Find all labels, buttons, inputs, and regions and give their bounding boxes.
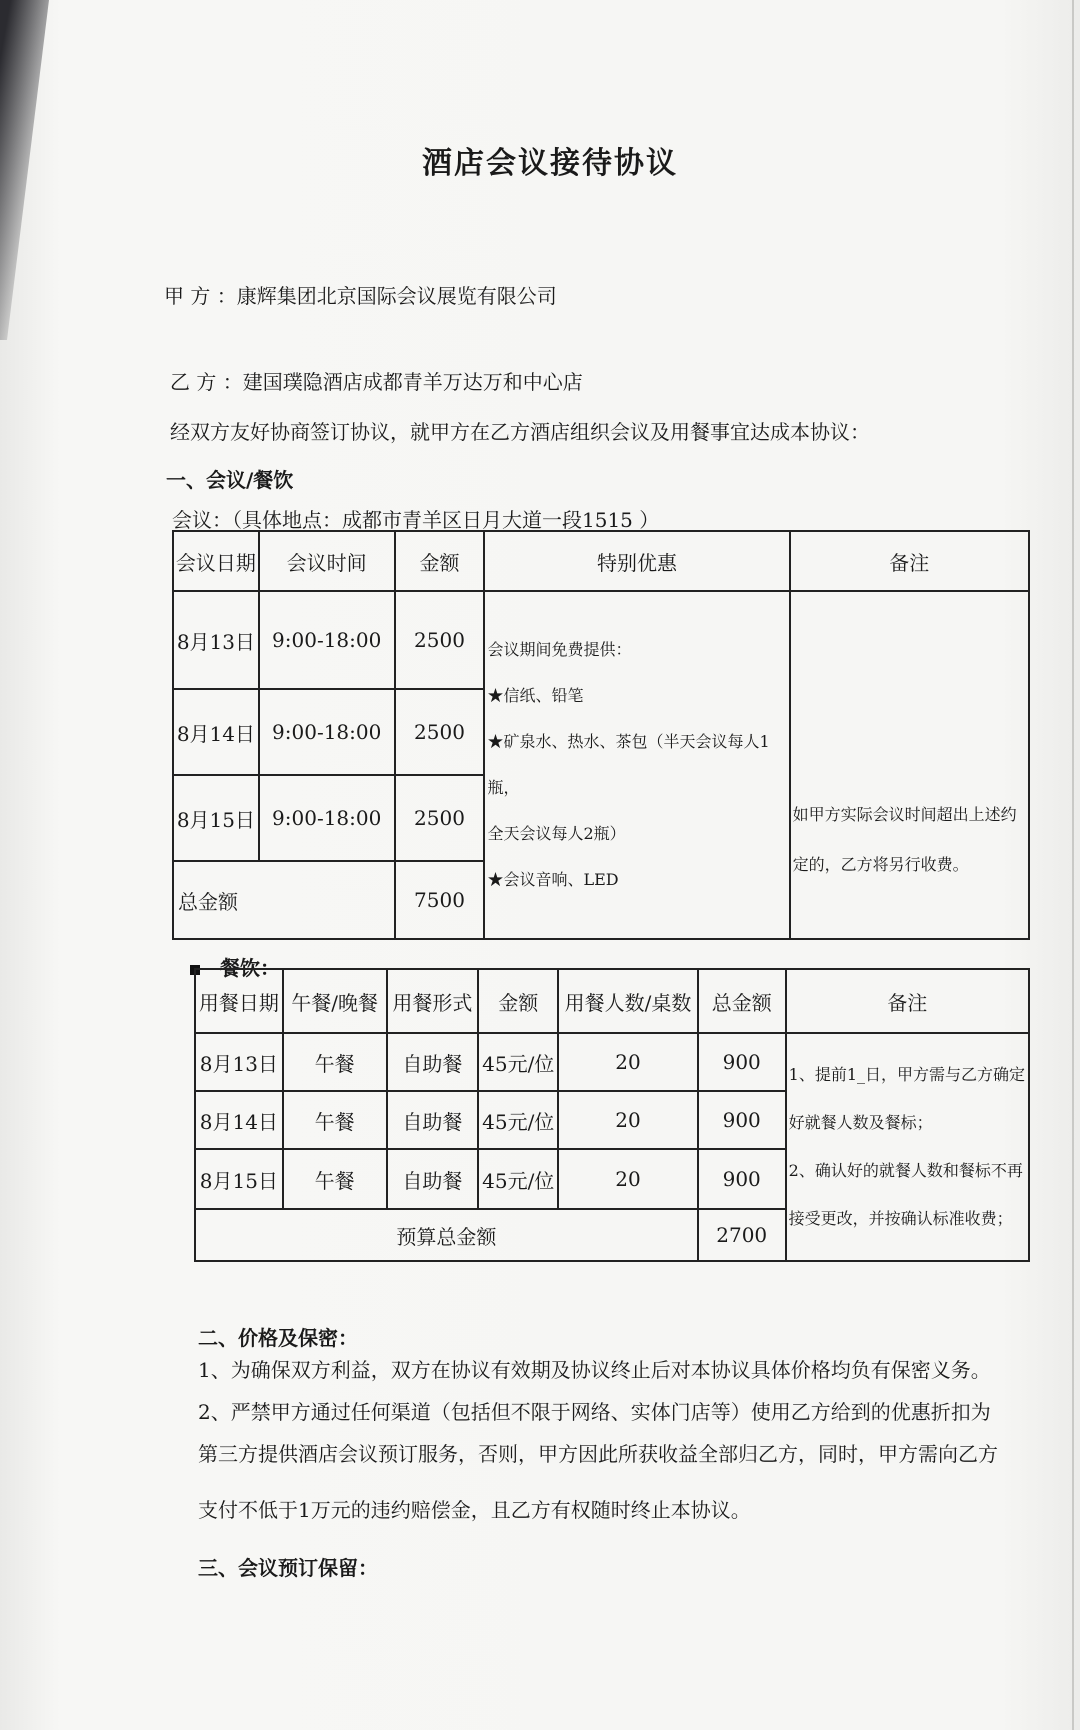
dining-row-meal: 午餐 bbox=[283, 1149, 387, 1209]
dining-row-meal: 午餐 bbox=[283, 1091, 387, 1149]
offer-line: ★矿泉水、热水、茶包（半天会议每人1瓶， bbox=[487, 732, 770, 797]
dining-row-price: 45元/位 bbox=[478, 1091, 558, 1149]
header-notes: 备注 bbox=[790, 531, 1029, 591]
section-2-paragraph: 第三方提供酒店会议预订服务，否则，甲方因此所获收益全部归乙方，同时，甲方需向乙方 bbox=[198, 1442, 998, 1466]
document-title: 酒店会议接待协议 bbox=[422, 146, 678, 181]
dining-heading-text: 餐饮： bbox=[220, 956, 280, 980]
offer-line: 全天会议每人2瓶） bbox=[487, 824, 626, 843]
section-2-paragraph: 1、为确保双方利益，双方在协议有效期及协议终止后对本协议具体价格均负有保密义务。 bbox=[198, 1358, 991, 1382]
dining-row-meal: 午餐 bbox=[283, 1033, 387, 1091]
dining-row-count: 20 bbox=[558, 1091, 698, 1149]
meeting-row-date: 8月15日 bbox=[173, 775, 259, 861]
section-1-heading: 一、会议/餐饮 bbox=[166, 468, 294, 492]
header-headcount: 用餐人数/桌数 bbox=[558, 969, 698, 1033]
offer-line: 会议期间免费提供： bbox=[487, 640, 632, 659]
header-amount: 金额 bbox=[395, 531, 485, 591]
meeting-row-amount: 2500 bbox=[395, 775, 485, 861]
dining-row-date: 8月13日 bbox=[195, 1033, 283, 1091]
meeting-location: 会议：（具体地点：成都市青羊区日月大道一段1515 ） bbox=[172, 508, 660, 532]
dining-row-count: 20 bbox=[558, 1149, 698, 1209]
dining-row-total: 900 bbox=[698, 1033, 786, 1091]
header-dining-form: 用餐形式 bbox=[387, 969, 479, 1033]
dining-row-date: 8月15日 bbox=[195, 1149, 283, 1209]
dining-row-total: 900 bbox=[698, 1091, 786, 1149]
note-line: 定的，乙方将另行收费。 bbox=[792, 855, 969, 874]
dining-row-form: 自助餐 bbox=[387, 1091, 479, 1149]
party-b: 乙 方 ：建国璞隐酒店成都青羊万达万和中心店 bbox=[170, 370, 583, 394]
meeting-row-amount: 2500 bbox=[395, 689, 485, 775]
section-2-paragraph: 支付不低于1万元的违约赔偿金，且乙方有权随时终止本协议。 bbox=[198, 1498, 751, 1522]
meeting-note-cell bbox=[790, 591, 1029, 939]
dining-table bbox=[194, 968, 1030, 1262]
header-meeting-time: 会议时间 bbox=[259, 531, 395, 591]
header-special-offer: 特别优惠 bbox=[484, 531, 789, 591]
dining-row-count: 20 bbox=[558, 1033, 698, 1091]
budget-total-label: 预算总金额 bbox=[195, 1209, 698, 1261]
note-line: 2、确认好的就餐人数和餐标不再 bbox=[788, 1161, 1023, 1180]
meeting-row-time: 9:00-18:00 bbox=[259, 689, 395, 775]
note-line: 1、提前1_日，甲方需与乙方确定 bbox=[788, 1065, 1026, 1084]
section-2-paragraph: 2、严禁甲方通过任何渠道（包括但不限于网络、实体门店等）使用乙方给到的优惠折扣为 bbox=[198, 1400, 991, 1424]
meeting-row-date: 8月14日 bbox=[173, 689, 259, 775]
header-dining-date: 用餐日期 bbox=[195, 969, 283, 1033]
dining-row-date: 8月14日 bbox=[195, 1091, 283, 1149]
header-meeting-date: 会议日期 bbox=[173, 531, 259, 591]
section-3-heading: 三、会议预订保留： bbox=[198, 1556, 378, 1580]
header-meal-type: 午餐/晚餐 bbox=[283, 969, 387, 1033]
header-total: 总金额 bbox=[698, 969, 786, 1033]
offer-line: ★信纸、铅笔 bbox=[487, 686, 584, 705]
dining-row-price: 45元/位 bbox=[478, 1033, 558, 1091]
section-2-heading: 二、价格及保密： bbox=[198, 1326, 358, 1350]
meeting-row-amount: 2500 bbox=[395, 591, 485, 689]
meeting-total-value: 7500 bbox=[395, 861, 485, 939]
note-line: 好就餐人数及餐标； bbox=[788, 1113, 933, 1132]
header-price: 金额 bbox=[478, 969, 558, 1033]
dining-row-total: 900 bbox=[698, 1149, 786, 1209]
meeting-row-time: 9:00-18:00 bbox=[259, 775, 395, 861]
party-a: 甲 方 ：康辉集团北京国际会议展览有限公司 bbox=[164, 284, 557, 308]
dining-note-cell bbox=[786, 1033, 1029, 1261]
meeting-total-label: 总金额 bbox=[173, 861, 395, 939]
header-dining-notes: 备注 bbox=[786, 969, 1029, 1033]
note-line: 如甲方实际会议时间超出上述约 bbox=[792, 805, 1017, 824]
meeting-row-date: 8月13日 bbox=[173, 591, 259, 689]
meeting-table bbox=[172, 530, 1030, 940]
meeting-row-time: 9:00-18:00 bbox=[259, 591, 395, 689]
note-line: 接受更改，并按确认标准收费； bbox=[788, 1209, 1013, 1228]
dining-row-form: 自助餐 bbox=[387, 1033, 479, 1091]
intro-text: 经双方友好协商签订协议，就甲方在乙方酒店组织会议及用餐事宜达成本协议： bbox=[170, 420, 870, 444]
page-edge bbox=[1072, 0, 1074, 1730]
special-offer-cell bbox=[484, 591, 789, 939]
dining-row-form: 自助餐 bbox=[387, 1149, 479, 1209]
budget-total-value: 2700 bbox=[698, 1209, 786, 1261]
dining-row-price: 45元/位 bbox=[478, 1149, 558, 1209]
offer-line: ★会议音响、LED bbox=[487, 870, 619, 889]
